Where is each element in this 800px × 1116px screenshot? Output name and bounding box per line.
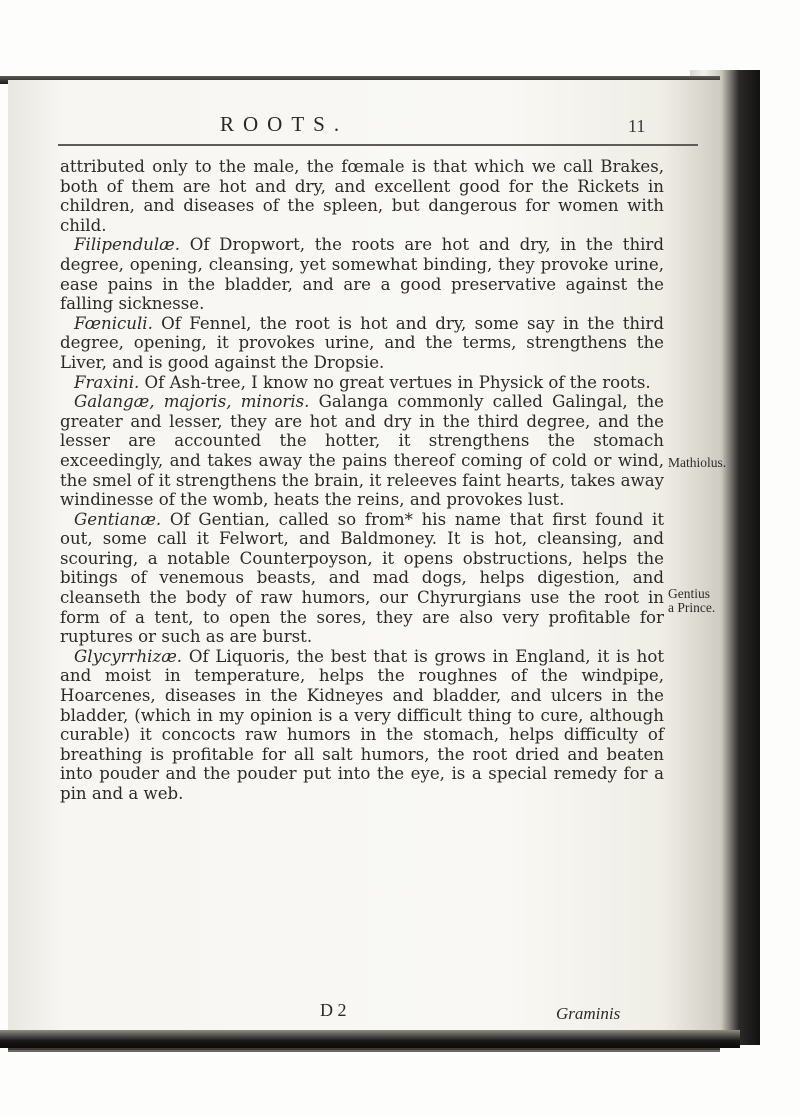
margin-note-gentius: Gentius — [668, 586, 710, 601]
body-text — [60, 157, 664, 804]
paragraph-brakes: attributed only to the male, the fœmale is that which we call Brakes, both of them are hot and dry, and excellent good for the Rickets in children, and diseases of the spleen, but dangerous for women with child. — [60, 157, 664, 235]
signature-mark: D 2 — [320, 1000, 347, 1020]
margin-note-a-prince: a Prince. — [668, 600, 716, 615]
entry-term: Galangæ, majoris, minoris. — [74, 392, 310, 412]
header-rule — [58, 144, 698, 146]
page-number: 11 — [628, 116, 646, 136]
entry-term: Filipendulæ. — [74, 235, 181, 255]
book-bottom-edge — [0, 1030, 740, 1048]
catchword: Graminis — [556, 1004, 621, 1023]
paragraph-glycyrrhizae: Glycyrrhizæ. Of Liquoris, the best that is grows in England, it is hot and moist in temperature, helps the roughnes of the windpipe, Hoarcenes, diseases in the Kidneyes and bladder, and ulcers in the bladder, (which in my opinion is a very difficult thing to cure, although curable) it concocts raw humors in the stomach, helps difficulty of breathing is profitable for all salt humors, the root dried and beaten into pouder and the pouder put into the eye, is a special remedy for a pin and a web. — [60, 646, 664, 803]
entry-term: Fœniculi. — [74, 313, 153, 333]
paragraph-foeniculi: Fœniculi. Of Fennel, the root is hot and dry, some say in the third degree, opening, it provokes urine, and the terms, strengthens the Liver, and is good against the Dropsie. — [60, 313, 664, 372]
running-head-title: ROOTS. — [220, 112, 349, 136]
entry-term: Gentianæ. — [74, 509, 162, 529]
paragraph-gentianae: Gentianæ. Of Gentian, called so from* his name that first found it out, some call it Felwort, and Baldmoney. It is hot, cleansing, and scouring, a notable Counterpoyson, it opens obstructions, helps the bitings of venemous beasts, and mad dogs, helps digestion, and cleanseth the body of raw humors, our Chyrurgians use the root in form of a tent, to open the sores, they are also very profitable for ruptures or such as are burst. — [60, 509, 664, 647]
entry-term: Fraxini. — [74, 372, 140, 392]
paragraph-fraxini: Fraxini. Of Ash-tree, I know no great vertues in Physick of the roots. — [74, 372, 651, 392]
paragraph-filipendulae: Filipendulæ. Of Dropwort, the roots are hot and dry, in the third degree, opening, cleansing, yet somewhat binding, they provoke urine, ease pains in the bladder, and are a good preservative against the falling sicknesse. — [60, 235, 664, 314]
entry-term: Glycyrrhizæ. — [74, 646, 183, 666]
paragraph-galangae: Galangæ, majoris, minoris. Galanga commonly called Galingal, the greater and lesser, they are hot and dry in the third degree, and the lesser are accounted the hotter, it strengthens the stomach exceedingly, and takes away the pains thereof coming of cold or wind, the smel of it strengthens the brain, it releeves faint hearts, takes away windinesse of the womb, heats the reins, and provokes lust. — [60, 392, 664, 510]
margin-note-mathiolus: Mathiolus. — [668, 455, 727, 470]
scan-background-top — [0, 0, 800, 84]
scan-background-bottom — [0, 1052, 800, 1116]
